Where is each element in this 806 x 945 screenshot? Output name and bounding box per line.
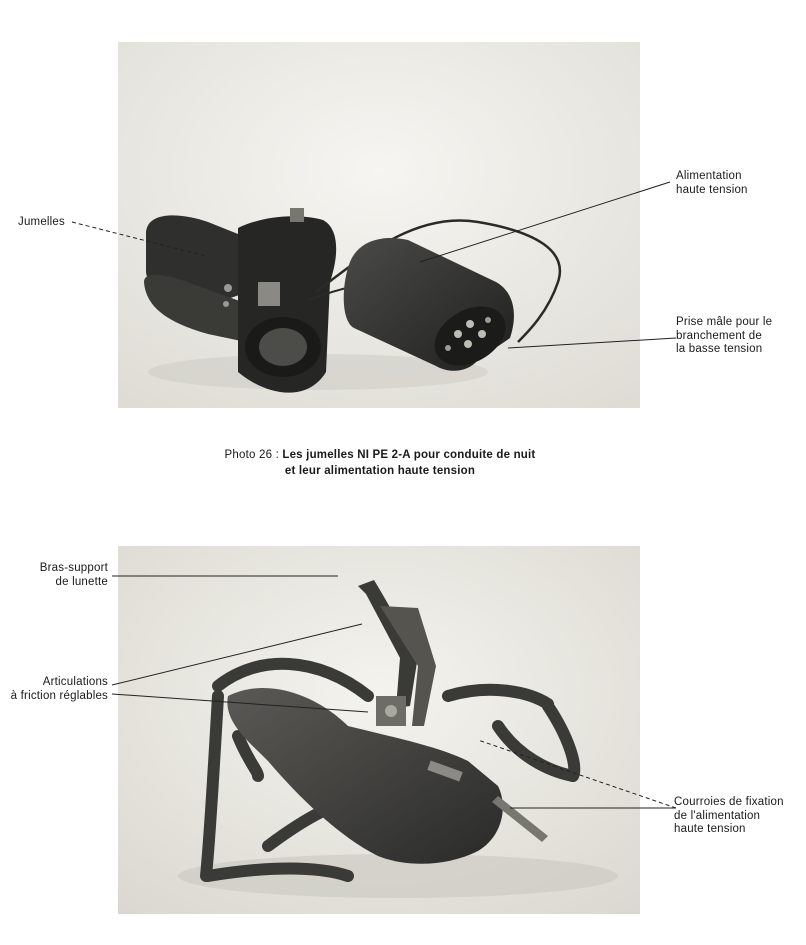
label-courroies: Courroies de fixation de l'alimentation haute tension bbox=[674, 796, 784, 835]
caption-line1: Les jumelles NI PE 2-A pour conduite de nuit bbox=[282, 449, 536, 461]
leader-prise bbox=[508, 338, 676, 348]
leader-articulations-1 bbox=[112, 624, 362, 685]
label-articulations: Articulations à friction réglables bbox=[10, 676, 108, 702]
leader-courroies-1 bbox=[478, 740, 676, 808]
photo-caption bbox=[170, 447, 590, 479]
label-prise: Prise mâle pour le branchement de la basse tension bbox=[676, 316, 773, 355]
leader-jumelles bbox=[72, 222, 206, 256]
leader-articulations-2 bbox=[112, 694, 368, 712]
label-bras-support: Bras-support de lunette bbox=[39, 562, 108, 588]
caption-line2: et leur alimentation haute tension bbox=[284, 465, 476, 477]
label-alimentation: Alimentation haute tension bbox=[676, 170, 748, 196]
label-jumelles: Jumelles bbox=[18, 216, 65, 228]
caption-prefix: Photo 26 : bbox=[224, 449, 283, 461]
leader-alimentation bbox=[420, 182, 670, 262]
